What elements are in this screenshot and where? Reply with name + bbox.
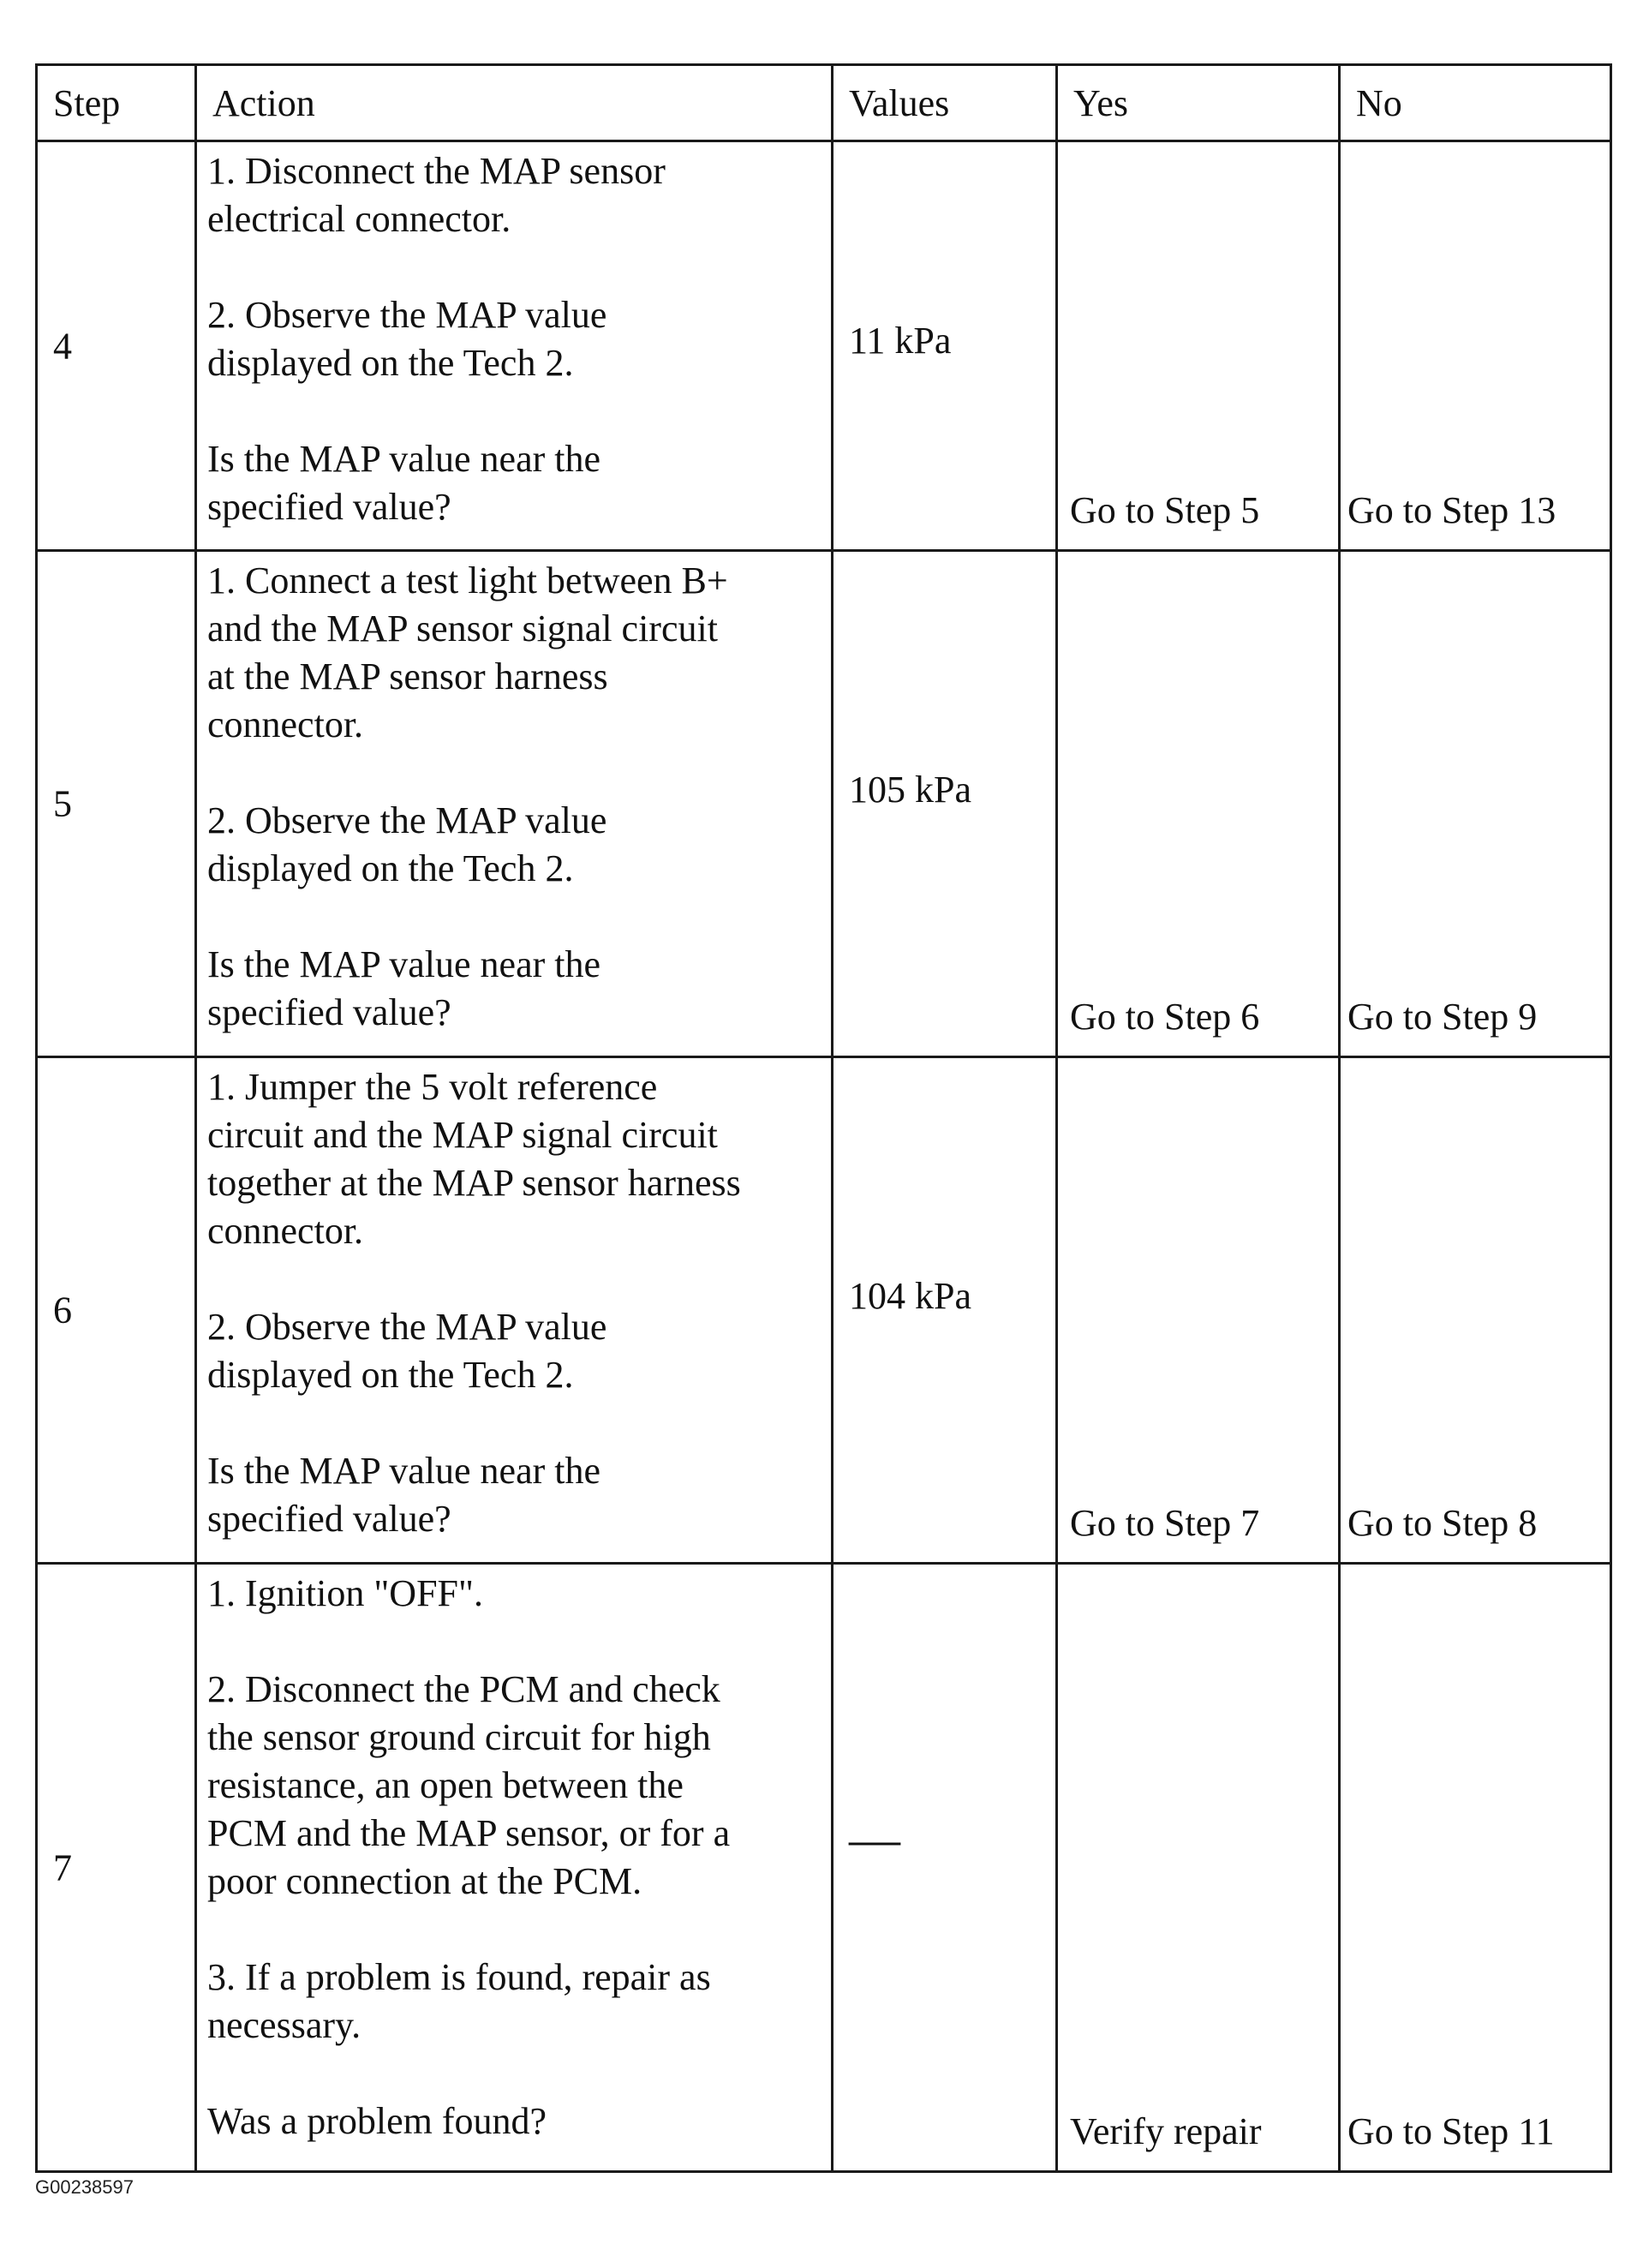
- action-text: 1. Disconnect the MAP sensor electrical connector.: [207, 150, 666, 240]
- value-text: 105 kPa: [849, 769, 971, 811]
- action-cell: [196, 1564, 833, 2172]
- yes-action: Go to Step 7: [1070, 1502, 1260, 1544]
- no-cell: [1340, 141, 1611, 551]
- action-text: 2. Observe the MAP value displayed on the Tech 2.: [207, 294, 607, 384]
- header-values: Values: [833, 65, 1057, 141]
- action-cell: [196, 141, 833, 551]
- step-number: 7: [53, 1846, 72, 1888]
- no-cell: [1340, 1057, 1611, 1564]
- header-no: No: [1340, 65, 1611, 141]
- yes-cell: [1057, 1564, 1340, 2172]
- figure-id: G00238597: [35, 2176, 134, 2198]
- header-yes: Yes: [1057, 65, 1340, 141]
- yes-cell: [1057, 551, 1340, 1057]
- step-cell: [37, 141, 196, 551]
- yes-action: Verify repair: [1070, 2110, 1262, 2152]
- yes-cell: [1057, 1057, 1340, 1564]
- action-text: 1. Jumper the 5 volt reference circuit and the MAP signal circuit together at the MAP sensor harness connector.: [207, 1066, 741, 1252]
- values-cell: [833, 1057, 1057, 1564]
- header-row: [37, 65, 1611, 141]
- no-cell: [1340, 551, 1611, 1057]
- step-cell: [37, 551, 196, 1057]
- header-action: Action: [196, 65, 833, 141]
- action-text: 1. Connect a test light between B+ and the MAP sensor signal circuit at the MAP sensor harness connector.: [207, 560, 728, 745]
- values-cell: [833, 551, 1057, 1057]
- no-cell: [1340, 1564, 1611, 2172]
- step-cell: [37, 1057, 196, 1564]
- no-action: Go to Step 8: [1347, 1502, 1538, 1544]
- diagnostic-table: [35, 63, 1612, 2173]
- yes-cell: [1057, 141, 1340, 551]
- action-text: 2. Disconnect the PCM and check the sensor ground circuit for high resistance, an open between the PCM and the MAP sensor, or for a poor connection at the PCM.: [207, 1668, 731, 1902]
- values-cell: [833, 141, 1057, 551]
- action-question: Is the MAP value near the specified value?: [207, 943, 601, 1033]
- action-cell: [196, 1057, 833, 1564]
- yes-action: Go to Step 6: [1070, 996, 1260, 1038]
- table-row: [37, 1564, 1611, 2172]
- table-row: [37, 1057, 1611, 1564]
- action-question: Is the MAP value near the specified value?: [207, 1450, 601, 1540]
- step-cell: [37, 1564, 196, 2172]
- no-action: Go to Step 11: [1347, 2110, 1555, 2152]
- values-cell: [833, 1564, 1057, 2172]
- action-cell: [196, 551, 833, 1057]
- step-number: 6: [53, 1289, 72, 1331]
- no-action: Go to Step 9: [1347, 996, 1538, 1038]
- action-text: 1. Ignition "OFF".: [207, 1572, 483, 1614]
- table-row: [37, 141, 1611, 551]
- action-question: Is the MAP value near the specified value?: [207, 438, 601, 528]
- header-step: Step: [37, 65, 196, 141]
- action-question: Was a problem found?: [207, 2100, 547, 2142]
- value-dash: —: [849, 1810, 900, 1867]
- step-number: 4: [53, 325, 72, 367]
- value-text: 104 kPa: [849, 1275, 971, 1317]
- yes-action: Go to Step 5: [1070, 489, 1260, 531]
- action-text: 3. If a problem is found, repair as necessary.: [207, 1956, 711, 2046]
- step-number: 5: [53, 782, 72, 825]
- value-text: 11 kPa: [849, 320, 952, 362]
- table-row: [37, 551, 1611, 1057]
- action-text: 2. Observe the MAP value displayed on the Tech 2.: [207, 799, 607, 889]
- action-text: 2. Observe the MAP value displayed on the Tech 2.: [207, 1306, 607, 1396]
- no-action: Go to Step 13: [1347, 489, 1556, 531]
